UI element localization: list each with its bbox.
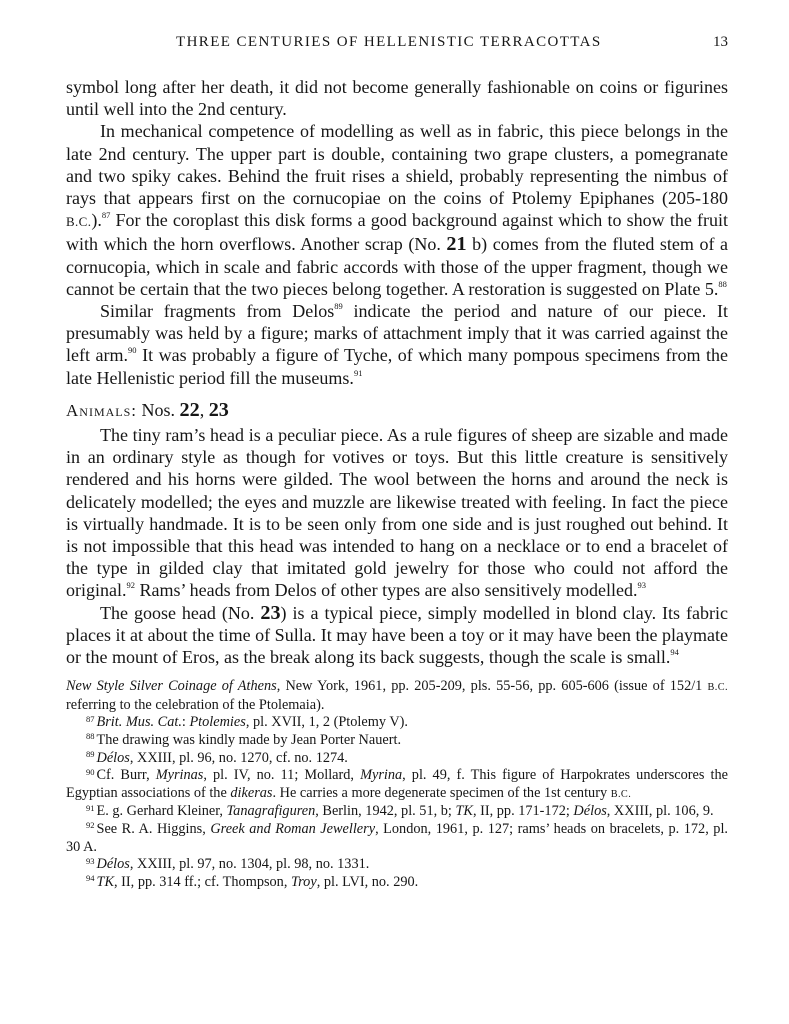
footnote-number: 87 — [86, 713, 95, 724]
footnote-ref[interactable]: 91 — [353, 367, 363, 378]
paragraph-text: ) is a typical piece, simply modelled in blond clay. Its fabric places it at about the time of Sulla. It may have been a toy or it may have been the playmate or the mount of Eros, as the break along its back suggests, though the scale is small. — [66, 602, 728, 668]
era-abbrev: B.C. — [610, 788, 632, 800]
footnote-ref[interactable]: 87 — [101, 210, 111, 221]
footnote-number: 90 — [86, 766, 95, 777]
footnote-continuation — [66, 678, 728, 714]
footnote-text: Cf. Burr, — [96, 767, 156, 784]
section-separator: , — [199, 399, 209, 420]
footnote-ref[interactable]: 94 — [670, 647, 679, 658]
footnote-90 — [66, 767, 728, 803]
paragraph-text: symbol long after her death, it did not become generally fashionable on coins or figurines until well into the 2nd century. — [66, 77, 728, 120]
page-number: 13 — [713, 34, 728, 50]
paragraph-4 — [66, 424, 728, 602]
era-abbrev: B.C. — [707, 682, 728, 694]
running-head — [66, 34, 728, 58]
paragraph-1 — [66, 76, 728, 120]
footnote-text: E. g. Gerhard Kleiner, — [96, 803, 227, 820]
footnote-number: 91 — [86, 802, 95, 813]
catalogue-number: 22 — [179, 398, 200, 421]
citation-title: Délos — [96, 749, 130, 766]
footnote-94 — [66, 874, 728, 892]
body-text — [66, 76, 728, 668]
footnote-text: The drawing was kindly made by Jean Porter Nauert. — [96, 732, 402, 749]
footnote-text: , XXIII, pl. 97, no. 1304, pl. 98, no. 1331. — [129, 856, 370, 873]
citation-term: dikeras — [230, 784, 273, 801]
footnote-93 — [66, 856, 728, 874]
paragraph-text: The goose head (No. — [100, 602, 261, 623]
citation-title: Délos — [573, 803, 607, 820]
footnote-number: 94 — [86, 873, 95, 884]
footnote-number: 93 — [86, 855, 95, 866]
paragraph-text: In mechanical competence of modelling as well as in fabric, this piece belongs in the late 2nd century. The upper part is double, containing two grape clusters, a pomegranate and two spiky cakes. Behind the fruit rises a shield, probably representing the nimbus of rays that appears first on the cornucopiae on the coins of Ptolemy Epiphanes (205-180 — [66, 121, 728, 209]
footnotes — [66, 678, 728, 891]
footnote-text: , pl. XVII, 1, 2 (Ptolemy V). — [245, 714, 408, 731]
catalogue-number: 23 — [208, 398, 229, 421]
footnote-text: , XXIII, pl. 106, 9. — [606, 803, 714, 820]
citation-title: Troy — [290, 873, 317, 890]
citation-title: Brit. Mus. Cat. — [96, 714, 182, 731]
citation-title: Tanagrafiguren — [226, 803, 316, 820]
running-title: THREE CENTURIES OF HELLENISTIC TERRACOTTAS — [176, 34, 602, 50]
era-abbrev: B.C. — [66, 214, 92, 230]
footnote-text: , II, pp. 171-172; — [472, 803, 574, 820]
footnote-ref[interactable]: 89 — [334, 300, 343, 311]
catalogue-number: 23 — [260, 601, 281, 624]
citation-title: Greek and Roman Jewellery — [210, 821, 376, 838]
footnote-number: 92 — [86, 820, 95, 831]
paragraph-5 — [66, 602, 728, 669]
section-prefix: Nos. — [137, 399, 180, 420]
footnote-text: , London, 1961, p. 127; rams’ heads on bracelets, p. 172, pl. 30 A. — [66, 821, 728, 855]
footnote-text: , pl. 49, f. This figure of Harpokrates underscores the Egyptian associations of the — [66, 767, 728, 801]
page — [66, 34, 728, 891]
citation-title: TK — [455, 803, 473, 820]
footnote-text: , pl. IV, no. 11; Mollard, — [203, 767, 361, 784]
footnote-text: , II, pp. 314 ff.; cf. Thompson, — [114, 873, 291, 890]
footnote-text: See R. A. Higgins, — [96, 821, 211, 838]
citation-title: Délos — [96, 856, 130, 873]
footnote-ref[interactable]: 88 — [718, 278, 727, 289]
footnote-ref[interactable]: 93 — [637, 580, 647, 591]
citation-title: Ptolemies — [189, 714, 246, 731]
footnote-number: 89 — [86, 748, 95, 759]
footnote-number: 88 — [86, 731, 95, 742]
citation-title: TK — [96, 873, 114, 890]
footnote-text: , pl. LVI, no. 290. — [316, 873, 419, 890]
paragraph-text: Rams’ heads from Delos of other types are also sensitively modelled. — [135, 580, 638, 601]
paragraph-text: ). — [91, 210, 102, 231]
footnote-ref[interactable]: 90 — [128, 345, 137, 356]
footnote-text: : — [181, 714, 190, 731]
footnote-ref[interactable]: 92 — [126, 580, 135, 591]
footnote-text: , XXIII, pl. 96, no. 1270, cf. no. 1274. — [129, 749, 348, 766]
footnote-91 — [66, 803, 728, 821]
paragraph-text: indicate the period and nature of our piece. It presumably was held by a figure; marks of attachment imply that it was carried against the left arm. — [66, 301, 728, 366]
citation-title: Myrinas — [155, 767, 204, 784]
paragraph-text: b) comes from the fluted stem of a cornucopia, which in scale and fabric accords with those of the upper fragment, though we cannot be certain that the two pieces belong together. A restoration is suggested on Plate 5. — [66, 234, 728, 299]
citation-title: Myrina — [360, 767, 403, 784]
paragraph-text: The tiny ram’s head is a peculiar piece. As a rule figures of sheep are sizable and made in an ordinary style as though for votives or toys. But this little creature is sensitively rendered and his horns were gilded. The wool between the horns and around the neck is delicately modelled; the eyes and muzzle are likewise treated with feeling. In fact the piece is virtually handmade. It is to be seen only from one side and is just roughed out behind. It is not impossible that this head was intended to hang on a necklace or to end a bracelet of the type in gilded clay that imitated gold jewelry for those who could not afford the original. — [66, 425, 728, 601]
paragraph-text: For the coroplast this disk forms a good background against which to show the fruit with which the horn overflows. Another scrap (No. — [66, 210, 728, 255]
footnote-92 — [66, 821, 728, 856]
paragraph-3 — [66, 300, 728, 389]
section-heading — [66, 399, 728, 422]
footnote-text: . He carries a more degenerate specimen of the 1st century — [272, 784, 611, 801]
citation-title: New Style Silver Coinage of Athens — [66, 678, 277, 695]
footnote-text: , New York, 1961, pp. 205-209, pls. 55-56, pp. 605-606 (issue of 152/1 — [276, 678, 708, 695]
catalogue-number: 21 — [446, 233, 467, 256]
footnote-87 — [66, 714, 728, 732]
footnote-88 — [66, 732, 728, 750]
paragraph-2 — [66, 120, 728, 300]
section-label: Animals: — [66, 400, 138, 420]
paragraph-text: Similar fragments from Delos — [100, 301, 335, 322]
footnote-text: , Berlin, 1942, pl. 51, b; — [315, 803, 456, 820]
footnote-text: referring to the celebration of the Ptolemaia). — [66, 696, 325, 713]
paragraph-text: It was probably a figure of Tyche, of which many pompous specimens from the late Hellenistic period fill the museums. — [66, 345, 728, 388]
footnote-89 — [66, 750, 728, 768]
